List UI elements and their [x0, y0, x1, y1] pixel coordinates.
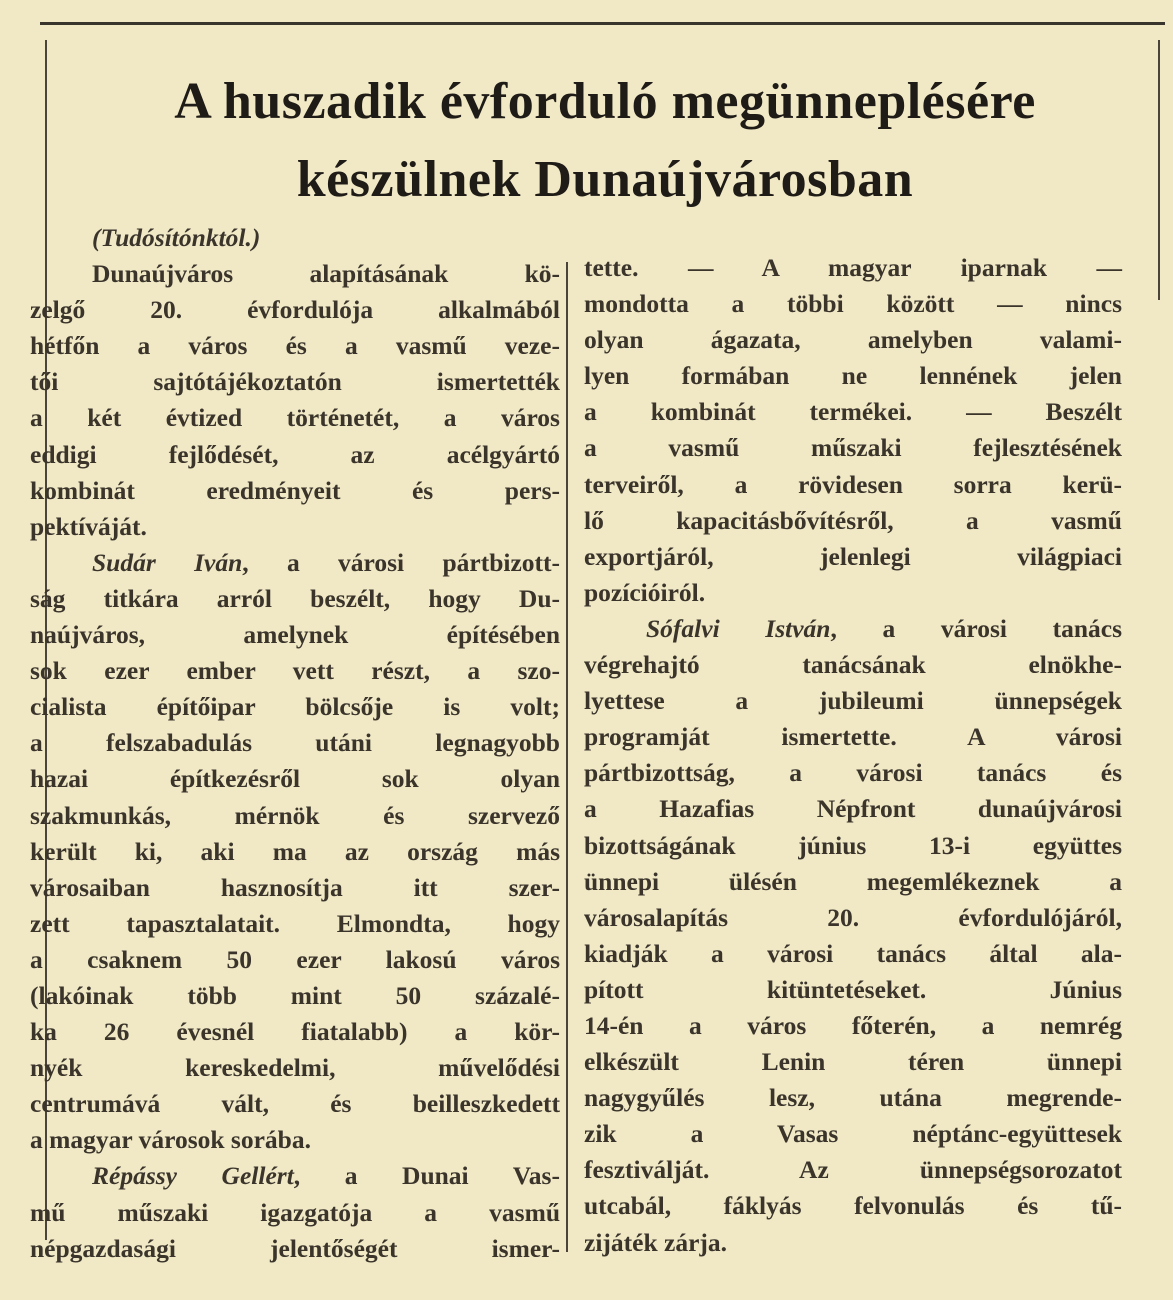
text-line — [584, 1225, 1122, 1261]
text-line — [30, 292, 560, 328]
line-text: hazai építkezésről sok olyan — [30, 764, 560, 794]
text-line — [584, 322, 1122, 358]
text-line — [30, 761, 560, 797]
text-line — [584, 828, 1122, 864]
line-text: zelgő 20. évfordulója alkalmából — [30, 295, 560, 325]
text-line — [584, 539, 1122, 575]
text-line — [584, 286, 1122, 322]
line-text: pektíváját. — [30, 511, 147, 541]
line-text: mű műszaki igazgatója a vasmű — [30, 1197, 560, 1227]
line-text: terveiről, a rövidesen sorra kerü- — [584, 469, 1122, 499]
text-line — [30, 653, 560, 689]
line-text: a kombinát termékei. — Beszélt — [584, 397, 1122, 427]
line-text: lyen formában ne lennének jelen — [584, 361, 1122, 391]
line-text: kiadják a városi tanács által ala- — [584, 938, 1122, 968]
line-text: 14-én a város főterén, a nemrég — [584, 1010, 1122, 1040]
line-text: népgazdasági jelentőségét ismer- — [30, 1233, 560, 1263]
line-text: bizottságának június 13-i együttes — [584, 830, 1122, 860]
text-line — [30, 942, 560, 978]
text-line — [30, 1158, 560, 1194]
text-line — [30, 834, 560, 870]
text-line — [584, 430, 1122, 466]
text-line — [584, 1188, 1122, 1224]
line-text: lyettese a jubileumi ünnepségek — [584, 686, 1122, 716]
top-rule — [40, 22, 1165, 25]
text-line — [584, 1116, 1122, 1152]
line-text: zett tapasztalatait. Elmondta, hogy — [30, 908, 560, 938]
line-text: nagygyűlés lesz, utána megrende- — [584, 1083, 1122, 1113]
text-line — [30, 437, 560, 473]
line-text: a felszabadulás utáni legnagyobb — [30, 728, 560, 758]
text-line — [30, 1122, 560, 1158]
text-line — [584, 1080, 1122, 1116]
text-line — [30, 364, 560, 400]
line-text: , a városi pártbizott- — [242, 547, 560, 577]
text-line — [30, 1050, 560, 1086]
line-text: olyan ágazata, amelyben valami- — [584, 325, 1122, 355]
line-text: elkészült Lenin téren ünnepi — [584, 1047, 1122, 1077]
line-text: pozícióiról. — [584, 577, 706, 607]
line-text: , a városi tanács — [830, 613, 1122, 643]
text-line — [584, 719, 1122, 755]
left-column — [30, 220, 560, 1267]
headline-line-1: A huszadik évforduló megünneplésére — [174, 73, 1036, 130]
text-line — [584, 611, 1122, 647]
line-text: szakmunkás, mérnök és szervező — [30, 800, 560, 830]
text-line — [30, 906, 560, 942]
line-text: naújváros, amelynek építésében — [30, 620, 560, 650]
line-text: programját ismertette. A városi — [584, 722, 1122, 752]
text-line — [30, 400, 560, 436]
text-line — [30, 617, 560, 653]
right-border-rule — [1158, 40, 1160, 300]
text-line — [30, 798, 560, 834]
line-text: mondotta a többi között — nincs — [584, 289, 1122, 319]
text-line — [30, 509, 560, 545]
line-text: Dunaújváros alapításának kö- — [92, 259, 560, 289]
text-line — [584, 250, 1122, 286]
line-text: (lakóinak több mint 50 százalé- — [30, 980, 560, 1010]
column-divider — [566, 262, 568, 1252]
text-line — [584, 358, 1122, 394]
headline-line-2: készülnek Dunaújvárosban — [296, 151, 914, 208]
text-line — [584, 467, 1122, 503]
line-text: városalapítás 20. évfordulójáról, — [584, 902, 1122, 932]
text-line — [30, 725, 560, 761]
text-line — [30, 581, 560, 617]
text-line — [584, 791, 1122, 827]
text-line — [584, 936, 1122, 972]
line-text: kombinát eredményeit és pers- — [30, 475, 560, 505]
line-text: tette. — A magyar iparnak — — [584, 253, 1122, 282]
line-text: centrumává vált, és beilleszkedett — [30, 1089, 560, 1119]
italic-name: Sófalvi István — [646, 613, 831, 643]
line-text: pártbizottság, a városi tanács és — [584, 758, 1122, 788]
text-line — [30, 689, 560, 725]
text-line — [30, 256, 560, 292]
text-line — [584, 972, 1122, 1008]
text-line — [30, 1195, 560, 1231]
text-line — [584, 1008, 1122, 1044]
line-text: végrehajtó tanácsának elnökhe- — [584, 650, 1122, 680]
text-line — [30, 545, 560, 581]
text-line — [584, 394, 1122, 430]
text-line — [584, 1152, 1122, 1188]
line-text: zik a Vasas néptánc-együttesek — [584, 1119, 1122, 1149]
line-text: exportjáról, jelenlegi világpiaci — [584, 541, 1122, 571]
line-text: utcabál, fáklyás felvonulás és tű- — [584, 1191, 1122, 1221]
line-text: lő kapacitásbővítésről, a vasmű — [584, 505, 1122, 535]
line-text: a Hazafias Népfront dunaújvárosi — [584, 794, 1122, 824]
line-text: ünnepi ülésén megemlékeznek a — [584, 866, 1122, 896]
italic-name: Répássy Gellért — [92, 1161, 294, 1191]
line-text: eddigi fejlődését, az acélgyártó — [30, 439, 560, 469]
text-line — [30, 473, 560, 509]
text-line — [584, 575, 1122, 611]
line-text: nyék kereskedelmi, művelődési — [30, 1053, 560, 1083]
text-line — [30, 978, 560, 1014]
text-line — [30, 328, 560, 364]
line-text: ság titkára arról beszélt, hogy Du- — [30, 583, 560, 613]
line-text: cialista építőipar bölcsője is volt; — [30, 692, 560, 722]
text-line — [584, 864, 1122, 900]
text-line — [30, 870, 560, 906]
line-text: került ki, aki ma az ország más — [30, 836, 560, 866]
right-column — [584, 250, 1122, 1261]
line-text: , a Dunai Vas- — [293, 1161, 560, 1191]
text-line — [30, 220, 560, 256]
line-text: hétfőn a város és a vasmű veze- — [30, 331, 560, 361]
line-text: a csaknem 50 ezer lakosú város — [30, 944, 560, 974]
italic-name: (Tudósítónktól.) — [92, 223, 261, 252]
text-line — [584, 1044, 1122, 1080]
line-text: ka 26 évesnél fiatalabb) a kör- — [30, 1017, 560, 1047]
line-text: sok ezer ember vett részt, a szo- — [30, 656, 560, 686]
text-line — [584, 683, 1122, 719]
text-line — [584, 503, 1122, 539]
line-text: városaiban hasznosítja itt szer- — [30, 872, 560, 902]
line-text: zijáték zárja. — [584, 1227, 728, 1257]
italic-name: Sudár Iván — [92, 547, 243, 577]
line-text: a vasmű műszaki fejlesztésének — [584, 433, 1122, 463]
text-line — [584, 900, 1122, 936]
text-line — [30, 1086, 560, 1122]
line-text: fesztiválját. Az ünnepségsorozatot — [584, 1155, 1122, 1185]
line-text: a magyar városok sorába. — [30, 1125, 311, 1155]
line-text: a két évtized történetét, a város — [30, 403, 560, 433]
text-line — [584, 647, 1122, 683]
text-line — [584, 755, 1122, 791]
line-text: tői sajtótájékoztatón ismertették — [30, 367, 560, 397]
text-line — [30, 1231, 560, 1267]
text-line — [30, 1014, 560, 1050]
line-text: pított kitüntetéseket. Június — [584, 974, 1122, 1004]
